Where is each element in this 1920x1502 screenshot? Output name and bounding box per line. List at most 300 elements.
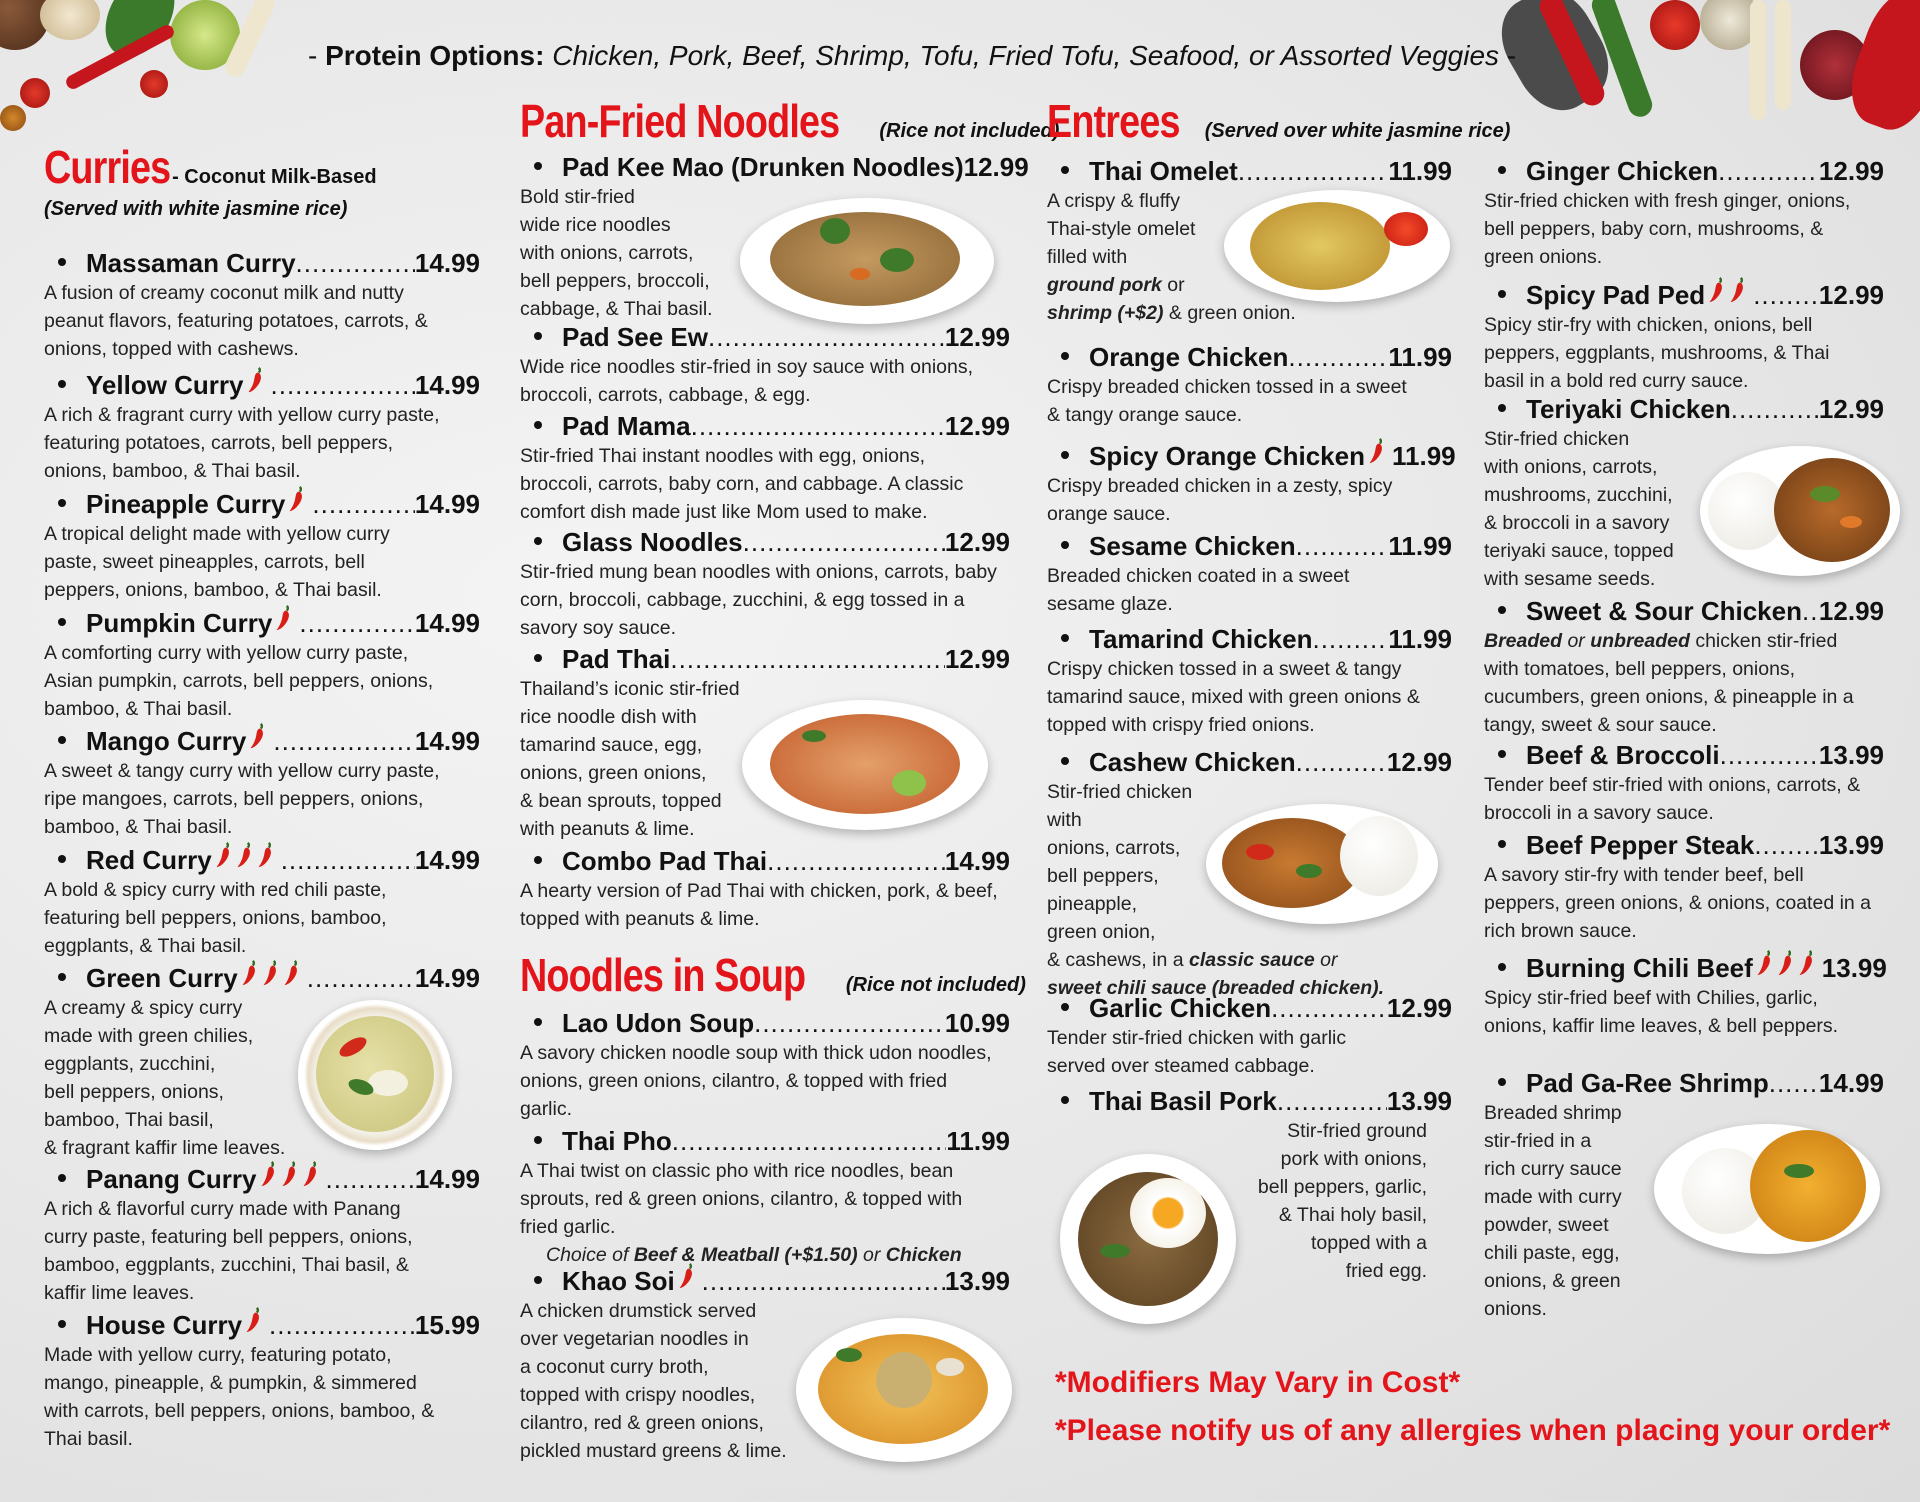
item-description-line: stir-fried in a [1484, 1130, 1592, 1152]
item-description-line: made with green chilies, [44, 1025, 254, 1047]
item-price: 12.99 [1818, 280, 1884, 310]
item-description-line: with peanuts & lime. [520, 818, 695, 840]
chili-pepper-icon [262, 959, 280, 987]
item-price: 12.99 [944, 411, 1010, 441]
item-description-line: cilantro, red & green onions, [520, 1412, 764, 1434]
item-price: 14.99 [944, 846, 1010, 876]
item-price: 11.99 [1388, 156, 1452, 186]
item-price: 13.99 [1818, 740, 1884, 770]
bullet-icon [1498, 166, 1506, 174]
menu-item-header [520, 527, 1010, 558]
item-description-line: A chicken drumstick served [520, 1300, 757, 1322]
menu-item-tamarind-chicken [1047, 624, 1452, 739]
item-description: A rich & flavorful curry made with Panang curry paste, featuring bell peppers, onions, bamboo, eggplants, zucchini, Thai basil, & kaffir lime leaves. [44, 1198, 413, 1304]
menu-item-panang-curry [44, 1160, 480, 1307]
sweet-sour-breaded: Breaded [1484, 630, 1563, 652]
bullet-icon [1498, 1078, 1506, 1086]
chili-pepper-icon [1368, 437, 1386, 465]
menu-item-header [1484, 740, 1884, 771]
item-description: A Thai twist on classic pho with rice noodles, bean sprouts, red & green onions, cilantro, & topped with fried garlic. [520, 1160, 963, 1238]
item-description-line: green onion, [1047, 921, 1156, 943]
price-leader-dots [1271, 993, 1387, 1024]
bullet-icon [1061, 451, 1069, 459]
price-leader-dots [1731, 394, 1819, 425]
menu-item-orange-chicken [1047, 342, 1452, 429]
item-description-line: pickled mustard greens & lime. [520, 1440, 787, 1462]
omelet-or: or [1161, 274, 1185, 296]
item-name: Tamarind Chicken [1089, 624, 1313, 654]
chili-pepper-icon [288, 485, 306, 513]
khao-soi-image [796, 1318, 1012, 1462]
bullet-icon [534, 1136, 542, 1144]
item-description-line: Stir-fried ground [1287, 1120, 1427, 1142]
chili-pepper-icon [275, 604, 293, 632]
chili-pepper-icon [1798, 949, 1816, 977]
chili-pepper-icon [1756, 949, 1774, 977]
modifiers-notice: *Modifiers May Vary in Cost* [1055, 1366, 1461, 1399]
item-description-line: Stir-fried chicken with [1047, 781, 1193, 831]
item-price: 13.99 [944, 1266, 1010, 1296]
menu-item-massaman-curry [44, 248, 480, 363]
item-description: Crispy breaded chicken tossed in a sweet & tangy orange sauce. [1047, 376, 1407, 426]
price-leader-dots [326, 1164, 415, 1195]
item-price: 14.99 [414, 489, 480, 519]
menu-item-header [1484, 394, 1884, 425]
chili-pepper-icon [283, 959, 301, 987]
menu-item-beef-pepper-steak [1484, 830, 1884, 945]
item-price: 12.99 [963, 152, 1029, 182]
price-leader-dots [1754, 830, 1819, 861]
bullet-icon [534, 1276, 542, 1284]
chili-pepper-icon [678, 1262, 696, 1290]
item-price: 14.99 [414, 370, 480, 400]
item-name: Red Curry [86, 845, 212, 875]
entrees-title: Entrees [1047, 95, 1180, 147]
item-description-line: topped with crispy noodles, [520, 1384, 756, 1406]
menu-item-header [520, 152, 1029, 183]
chili-pepper-icon [236, 841, 254, 869]
item-price: 12.99 [1818, 156, 1884, 186]
sweet-sour-or: or [1562, 630, 1591, 652]
choice-or: or [857, 1244, 886, 1266]
item-description-line: & bean sprouts, topped [520, 790, 722, 812]
item-name: Pumpkin Curry [86, 608, 273, 638]
chili-pepper-icon [257, 841, 275, 869]
item-description-line: A creamy & spicy curry [44, 997, 243, 1019]
item-name: Glass Noodles [562, 527, 743, 557]
protein-options: - Protein Options: Chicken, Pork, Beef, Shrimp, Tofu, Fried Tofu, Seafood, or Assorted Veggies - [308, 40, 1517, 71]
item-description-line: filled with [1047, 246, 1128, 268]
cashew-extra-line-1 [1047, 946, 1452, 974]
menu-item-header [520, 846, 1010, 877]
item-description: A fusion of creamy coconut milk and nutty peanut flavors, featuring potatoes, carrots, & onions, topped with cashews. [44, 282, 428, 360]
item-name: Sweet & Sour Chicken [1526, 596, 1802, 626]
menu-item-spicy-pad-ped [1484, 276, 1884, 395]
item-price: 14.99 [414, 248, 480, 278]
bullet-icon [534, 856, 542, 864]
item-price: 13.99 [1821, 953, 1887, 983]
price-leader-dots [672, 1126, 947, 1157]
cashew-or: or [1314, 949, 1338, 971]
curries-section [44, 140, 480, 221]
item-description-line: onions, green onions, [520, 762, 707, 784]
menu-item-ginger-chicken [1484, 156, 1884, 271]
bullet-icon [58, 499, 66, 507]
choice-chicken: Chicken [885, 1244, 962, 1266]
chili-pepper-icon [302, 1160, 320, 1188]
item-price: 13.99 [1386, 1086, 1452, 1116]
item-name: Spicy Pad Ped [1526, 280, 1706, 310]
bullet-icon [1061, 352, 1069, 360]
chili-pepper-icon [245, 1306, 263, 1334]
bullet-icon [58, 618, 66, 626]
item-price: 11.99 [1388, 624, 1452, 654]
item-name: Mango Curry [86, 726, 247, 756]
item-name: Massaman Curry [86, 248, 296, 278]
omelet-ground-pork: ground pork [1047, 274, 1162, 296]
bullet-icon [58, 1320, 66, 1328]
menu-item-sweet-and-sour-chicken [1484, 596, 1884, 739]
price-leader-dots [1720, 740, 1819, 771]
item-description-line: pork with onions, [1280, 1148, 1427, 1170]
item-description-line: chili paste, egg, [1484, 1242, 1620, 1264]
item-description-line: eggplants, zucchini, [44, 1053, 216, 1075]
item-description: Tender stir-fried chicken with garlic served over steamed cabbage. [1047, 1027, 1347, 1077]
menu-item-header [520, 322, 1010, 353]
item-price: 14.99 [414, 845, 480, 875]
cashew-sweet-chili: sweet chili sauce (breaded chicken). [1047, 977, 1385, 999]
chili-pepper-icon [260, 1160, 278, 1188]
item-description: Spicy stir-fry with chicken, onions, bell peppers, eggplants, mushrooms, & Thai basil in a bold red curry sauce. [1484, 314, 1830, 392]
menu-item-header [1047, 993, 1452, 1024]
item-description-line: bamboo, Thai basil, [44, 1109, 214, 1131]
bullet-icon [1498, 404, 1506, 412]
item-name: Thai Omelet [1089, 156, 1238, 186]
item-price: 10.99 [944, 1008, 1010, 1038]
price-leader-dots [1296, 747, 1387, 778]
choice-beef-meatball: Beef & Meatball (+$1.50) [633, 1244, 858, 1266]
vegetables-decoration-left [0, 0, 300, 130]
item-name: Pad Ga-Ree Shrimp [1526, 1068, 1769, 1098]
item-price: 12.99 [944, 527, 1010, 557]
item-name: Khao Soi [562, 1266, 675, 1296]
bullet-icon [58, 258, 66, 266]
item-description-line: mushrooms, zucchini, [1484, 484, 1673, 506]
item-description-line: rice noodle dish with [520, 706, 697, 728]
chili-pepper-icon [247, 366, 265, 394]
item-name: Beef & Broccoli [1526, 740, 1720, 770]
price-leader-dots [1277, 1086, 1387, 1117]
price-leader-dots [1769, 1068, 1819, 1099]
price-leader-dots [1718, 156, 1819, 187]
menu-item-pumpkin-curry [44, 604, 480, 723]
item-description: A rich & fragrant curry with yellow curry paste, featuring potatoes, carrots, bell peppers, onions, bamboo, & Thai basil. [44, 404, 440, 482]
item-description-line: Breaded shrimp [1484, 1102, 1622, 1124]
item-description-line: topped with a [1310, 1232, 1427, 1254]
item-description: Spicy stir-fried beef with Chilies, garlic, onions, kaffir lime leaves, & bell peppers. [1484, 987, 1839, 1037]
item-name: Beef Pepper Steak [1526, 830, 1755, 860]
entrees-section [1047, 94, 1517, 148]
price-leader-dots [296, 248, 415, 279]
item-name: Garlic Chicken [1089, 993, 1272, 1023]
item-description-line: teriyaki sauce, topped [1484, 540, 1674, 562]
menu-item-sesame-chicken [1047, 531, 1452, 618]
price-leader-dots [1296, 531, 1389, 562]
curries-note: (Served with white jasmine rice) [44, 198, 348, 220]
bullet-icon [1498, 963, 1506, 971]
sweet-sour-unbreaded: unbreaded [1590, 630, 1690, 652]
price-leader-dots [312, 489, 415, 520]
pan-fried-section [520, 94, 1060, 148]
pad-kee-mao-image [740, 198, 994, 324]
item-name: Ginger Chicken [1526, 156, 1719, 186]
bullet-icon [58, 973, 66, 981]
price-leader-dots [1312, 624, 1388, 655]
item-price: 11.99 [946, 1126, 1010, 1156]
soup-section [520, 948, 1026, 1002]
item-name: Teriyaki Chicken [1526, 394, 1731, 424]
pan-fried-note: (Rice not included) [879, 120, 1060, 142]
item-description: Breaded chicken coated in a sweet sesame glaze. [1047, 565, 1350, 615]
price-leader-dots [743, 527, 945, 558]
bullet-icon [58, 855, 66, 863]
item-description: A savory chicken noodle soup with thick udon noodles, onions, green onions, cilantro, & topped with fried garlic. [520, 1042, 992, 1120]
item-description: Wide rice noodles stir-fried in soy sauce with onions, broccoli, carrots, cabbage, & egg. [520, 356, 974, 406]
item-description-line: rich curry sauce [1484, 1158, 1622, 1180]
item-description-line: bell peppers, garlic, [1257, 1176, 1427, 1198]
item-description-line: with sesame seeds. [1484, 568, 1656, 590]
bullet-icon [58, 736, 66, 744]
item-description: Crispy chicken tossed in a sweet & tangy tamarind sauce, mixed with green onions & topped with crispy fried onions. [1047, 658, 1420, 736]
item-name: Orange Chicken [1089, 342, 1289, 372]
bullet-icon [1061, 634, 1069, 642]
item-name: Thai Basil Pork [1089, 1086, 1277, 1116]
sweet-sour-desc: chicken stir-fried with tomatoes, bell peppers, onions, cucumbers, green onions, & pineapple in a tangy, sweet & sour sauce. [1484, 630, 1854, 736]
item-description-line: Thai-style omelet [1047, 218, 1196, 240]
item-price: 12.99 [1386, 747, 1452, 777]
item-name: Pad Mama [562, 411, 691, 441]
price-leader-dots [708, 322, 945, 353]
chili-pepper-icon [1777, 949, 1795, 977]
item-price: 12.99 [1386, 993, 1452, 1023]
choice-text: Choice of [546, 1244, 634, 1266]
item-name: House Curry [86, 1310, 243, 1340]
curries-subtitle: - Coconut Milk-Based [172, 166, 377, 188]
item-description-line: bell peppers, [1047, 865, 1159, 887]
menu-item-header [44, 722, 480, 757]
item-description-line: tamarind sauce, egg, [520, 734, 703, 756]
item-description-line: with onions, carrots, [520, 242, 694, 264]
vegetables-decoration-right [1500, 0, 1920, 140]
item-name: Spicy Orange Chicken [1089, 441, 1365, 471]
item-name: Thai Pho [562, 1126, 672, 1156]
menu-item-header [44, 1306, 480, 1341]
bullet-icon [1061, 757, 1069, 765]
item-price: 12.99 [1818, 596, 1884, 626]
menu-item-header [1484, 830, 1884, 861]
price-leader-dots [299, 608, 415, 639]
item-price: 12.99 [1818, 394, 1884, 424]
bullet-icon [534, 654, 542, 662]
chili-pepper-icon [215, 841, 233, 869]
menu-item-header [1047, 342, 1452, 373]
menu-item-header [1047, 437, 1456, 472]
price-leader-dots [1802, 596, 1819, 627]
item-name: Pad Thai [562, 644, 671, 674]
bullet-icon [1498, 290, 1506, 298]
item-description: Stir-fried chicken with fresh ginger, onions, bell peppers, baby corn, mushrooms, & green onions. [1484, 190, 1851, 268]
pan-fried-title: Pan-Fried Noodles [520, 95, 840, 147]
item-description: Stir-fried mung bean noodles with onions, carrots, baby corn, broccoli, cabbage, zucchini, & egg tossed in a savory soy sauce. [520, 561, 997, 639]
menu-item-header [44, 1160, 480, 1195]
item-description-line: powder, sweet [1484, 1214, 1609, 1236]
omelet-extra-line-2 [1047, 299, 1452, 327]
item-description-line: bell peppers, onions, [44, 1081, 224, 1103]
menu-item-burning-chili-beef [1484, 949, 1887, 1040]
item-description: Made with yellow curry, featuring potato, mango, pineapple, & pumpkin, & simmered with carrots, bell peppers, onions, bamboo, & Thai basil. [44, 1344, 435, 1450]
item-description: A tropical delight made with yellow curry paste, sweet pineapples, carrots, bell peppers, onions, bamboo, & Thai basil. [44, 523, 390, 601]
soup-note: (Rice not included) [845, 974, 1026, 996]
bullet-icon [1061, 1003, 1069, 1011]
menu-item-header [1047, 747, 1452, 778]
menu-item-header [44, 604, 480, 639]
item-description-line: bell peppers, broccoli, [520, 270, 710, 292]
menu-item-header [1047, 156, 1452, 187]
protein-options-label: Protein Options: [325, 40, 545, 71]
menu-item-header [44, 248, 480, 279]
price-leader-dots [1238, 156, 1389, 187]
item-description: A hearty version of Pad Thai with chicken, pork, & beef, topped with peanuts & lime. [520, 880, 998, 930]
item-description: Crispy breaded chicken in a zesty, spicy orange sauce. [1047, 475, 1393, 525]
item-description-line: A crispy & fluffy [1047, 190, 1180, 212]
thai-omelet-image [1224, 190, 1450, 302]
thai-basil-pork-image [1060, 1154, 1236, 1324]
chili-pepper-icon [1729, 276, 1747, 304]
item-price: 14.99 [1818, 1068, 1884, 1098]
menu-item-pad-see-ew [520, 322, 1010, 409]
pad-thai-image [742, 700, 988, 830]
item-description: Stir-fried Thai instant noodles with egg, onions, broccoli, carrots, baby corn, and cabbage. A classic comfort dish made just like Mom used to make. [520, 445, 964, 523]
menu-item-header [44, 959, 480, 994]
menu-item-header [44, 841, 480, 876]
bullet-icon [534, 1018, 542, 1026]
menu-item-header [1484, 276, 1884, 311]
item-name: Pad See Ew [562, 322, 708, 352]
item-price: 11.99 [1391, 441, 1456, 471]
item-name: Panang Curry [86, 1164, 257, 1194]
item-price: 14.99 [414, 726, 480, 756]
item-description-line: with onions, carrots, [1484, 456, 1658, 478]
chili-pepper-icon [241, 959, 259, 987]
item-description-line: pineapple, [1047, 893, 1137, 915]
omelet-shrimp: shrimp (+$2) [1047, 302, 1164, 324]
item-description-line: onions, carrots, [1047, 837, 1181, 859]
menu-item-red-curry [44, 841, 480, 960]
green-curry-image [298, 1000, 452, 1150]
cashew-classic-sauce: classic sauce [1188, 949, 1315, 971]
item-price: 14.99 [414, 963, 480, 993]
bullet-icon [58, 1174, 66, 1182]
item-price: 11.99 [1388, 531, 1452, 561]
item-price: 12.99 [944, 322, 1010, 352]
item-price: 14.99 [414, 608, 480, 638]
cashew-chicken-image [1206, 804, 1438, 924]
item-price: 14.99 [414, 1164, 480, 1194]
price-leader-dots [1288, 342, 1388, 373]
price-leader-dots [281, 845, 415, 876]
menu-item-header [44, 366, 480, 401]
price-leader-dots [1753, 280, 1819, 311]
menu-item-glass-noodles [520, 527, 1010, 642]
bullet-icon [534, 537, 542, 545]
menu-item-mango-curry [44, 722, 480, 841]
item-description-line: made with curry [1484, 1186, 1622, 1208]
bullet-icon [1061, 1096, 1069, 1104]
price-leader-dots [767, 846, 945, 877]
price-leader-dots [702, 1266, 945, 1297]
price-leader-dots [691, 411, 945, 442]
menu-item-header [1484, 949, 1887, 984]
item-description-line: & broccoli in a savory [1484, 512, 1670, 534]
menu-item-header [520, 1262, 1010, 1297]
item-price: 13.99 [1818, 830, 1884, 860]
menu-item-header [1047, 624, 1452, 655]
item-description: A savory stir-fry with tender beef, bell peppers, green onions, & onions, coated in a rich brown sauce. [1484, 864, 1872, 942]
bullet-icon [1498, 750, 1506, 758]
menu-item-house-curry [44, 1306, 480, 1453]
item-description [1484, 627, 1874, 739]
item-description-line: & Thai holy basil, [1278, 1204, 1427, 1226]
protein-options-values: Chicken, Pork, Beef, Shrimp, Tofu, Fried Tofu, Seafood, or Assorted Veggies [552, 40, 1500, 71]
menu-item-lao-udon-soup [520, 1008, 1010, 1123]
menu-item-header [520, 644, 1010, 675]
item-description: Tender beef stir-fried with onions, carrots, & broccoli in a savory sauce. [1484, 774, 1861, 824]
menu-item-yellow-curry [44, 366, 480, 485]
item-description-line: a coconut curry broth, [520, 1356, 709, 1378]
item-name: Cashew Chicken [1089, 747, 1296, 777]
item-price: 11.99 [1388, 342, 1452, 372]
item-description: A comforting curry with yellow curry paste, Asian pumpkin, carrots, bell peppers, onions, bamboo, & Thai basil. [44, 642, 434, 720]
curries-title: Curries [44, 141, 171, 193]
menu-item-header [520, 1008, 1010, 1039]
item-description: A sweet & tangy curry with yellow curry paste, ripe mangoes, carrots, bell peppers, onions, bamboo, & Thai basil. [44, 760, 440, 838]
price-leader-dots [271, 370, 415, 401]
menu-item-spicy-orange-chicken [1047, 437, 1456, 528]
item-name: Burning Chili Beef [1526, 953, 1753, 983]
item-description-line: onions, & green onions. [1484, 1270, 1621, 1320]
soup-title: Noodles in Soup [520, 949, 806, 1001]
menu-item-beef-and-broccoli [1484, 740, 1884, 827]
allergy-notice: *Please notify us of any allergies when placing your order* [1055, 1414, 1891, 1447]
menu-item-header [1047, 531, 1452, 562]
omelet-green-onion: & green onion. [1163, 302, 1296, 324]
menu-item-garlic-chicken [1047, 993, 1452, 1080]
menu-item-header [520, 411, 1010, 442]
item-name: Sesame Chicken [1089, 531, 1296, 561]
item-description-line: over vegetarian noodles in [520, 1328, 749, 1350]
item-description: A bold & spicy curry with red chili paste, featuring bell peppers, onions, bamboo, eggplants, & Thai basil. [44, 879, 387, 957]
menu-item-header [1484, 1068, 1884, 1099]
menu-item-header [520, 1126, 1010, 1157]
price-leader-dots [273, 726, 415, 757]
cashew-text: & cashews, in a [1047, 949, 1189, 971]
chili-pepper-icon [249, 722, 267, 750]
item-name: Combo Pad Thai [562, 846, 768, 876]
item-description-line: fried egg. [1345, 1260, 1427, 1282]
item-price: 12.99 [944, 644, 1010, 674]
bullet-icon [1498, 840, 1506, 848]
item-price: 15.99 [414, 1310, 480, 1340]
